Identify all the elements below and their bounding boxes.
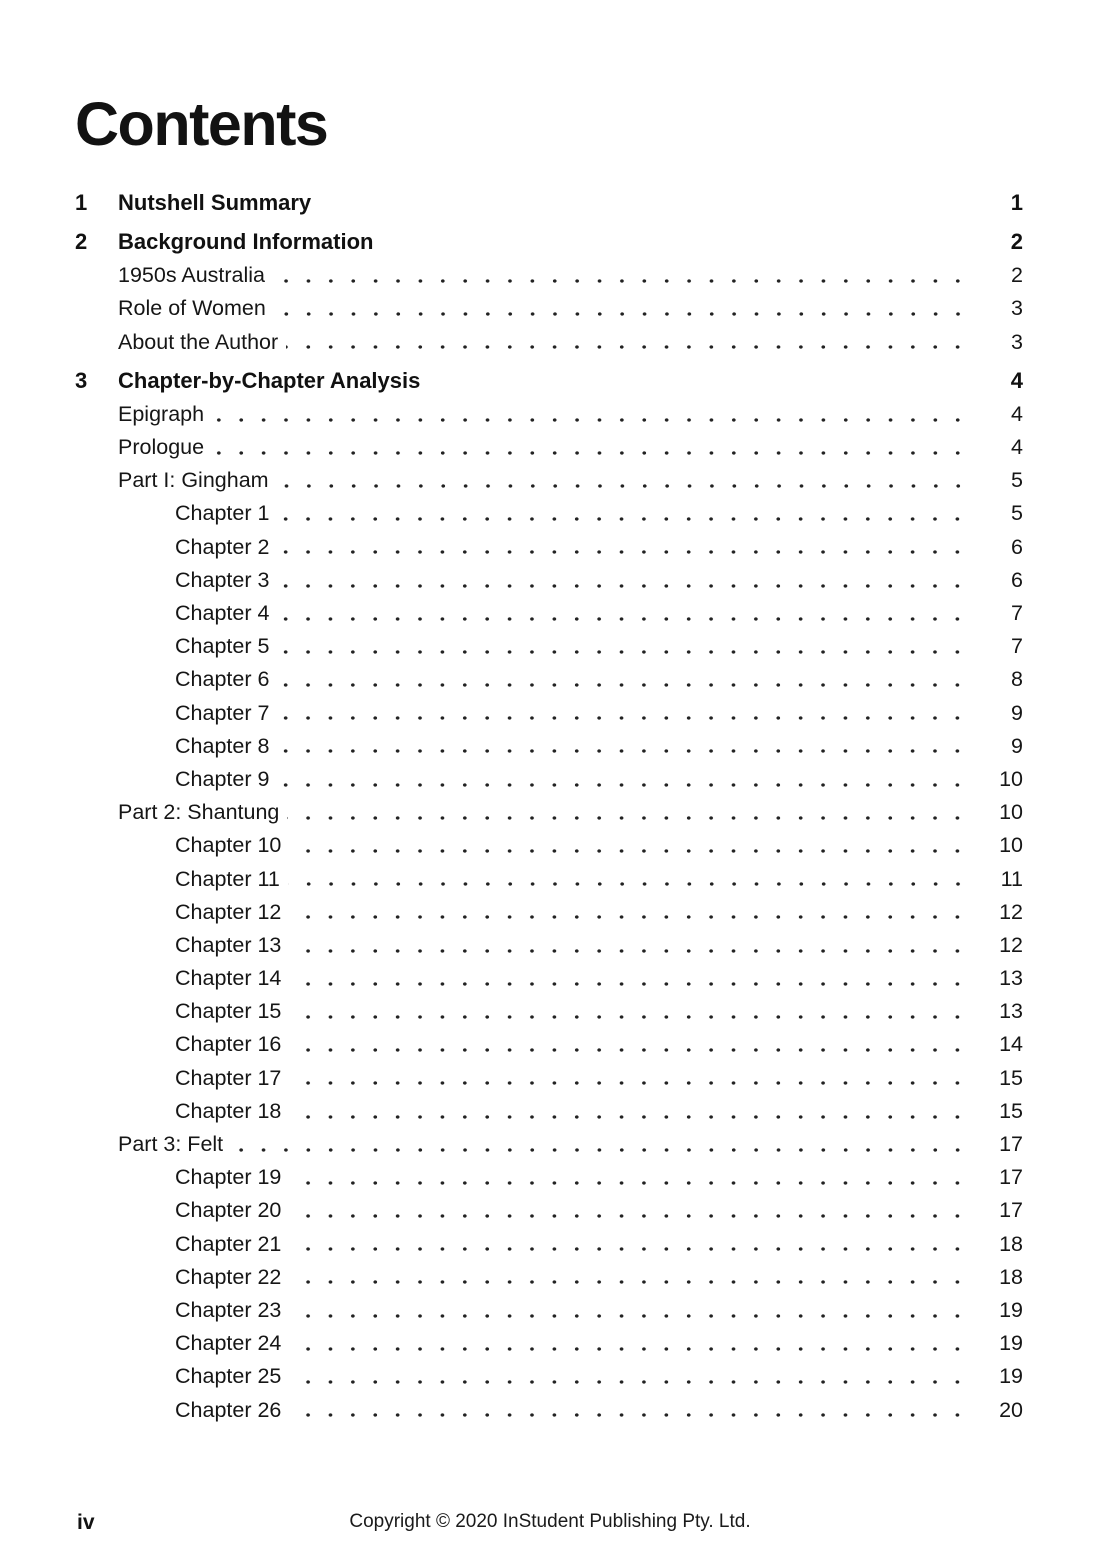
toc-entry-page: 6: [1011, 534, 1023, 559]
dot-leader: [277, 663, 970, 696]
toc-entry-label: Chapter 9: [175, 766, 270, 791]
dot-leader: [289, 1393, 970, 1426]
dot-leader: [289, 1261, 970, 1294]
dot-leader: [289, 1095, 970, 1128]
toc-entry: [75, 597, 1023, 630]
toc-entry-page: 20: [999, 1397, 1023, 1422]
toc-entry-page: 10: [999, 800, 1023, 825]
toc-entry-page: 6: [1011, 567, 1023, 592]
toc-entry-number: 2: [75, 229, 88, 255]
toc-entry-page: 17: [999, 1198, 1023, 1223]
toc-entry: [75, 1360, 1023, 1393]
dot-leader: [288, 862, 970, 895]
toc-entry-label: Chapter 16: [175, 1032, 282, 1057]
dot-leader: [212, 431, 970, 464]
dot-leader: [212, 398, 970, 431]
dot-leader: [289, 995, 970, 1028]
toc-entry-page: 5: [1011, 468, 1023, 493]
toc-entry: [75, 226, 1023, 259]
dot-leader: [274, 292, 970, 325]
dot-leader: [289, 1327, 970, 1360]
toc-entry: [75, 431, 1023, 464]
toc-entry-label: Chapter 17: [175, 1065, 282, 1090]
dot-leader: [289, 829, 970, 862]
toc-entry-page: 9: [1011, 700, 1023, 725]
toc-entry-page: 4: [1010, 368, 1023, 394]
toc-entry: [75, 1261, 1023, 1294]
toc-entry: [75, 531, 1023, 564]
toc-entry: [75, 325, 1023, 358]
contents-area: [75, 92, 1023, 1427]
table-of-contents: [75, 187, 1023, 1427]
toc-entry-label: 1950s Australia: [118, 263, 266, 288]
toc-entry-label: Chapter 24: [175, 1331, 282, 1356]
toc-entry: [75, 497, 1023, 530]
toc-entry-label: Chapter 12: [175, 899, 282, 924]
toc-entry-label: Chapter-by-Chapter Analysis: [118, 368, 421, 394]
toc-entry: [75, 259, 1023, 292]
dot-leader: [319, 187, 970, 220]
dot-leader: [289, 1360, 970, 1393]
dot-leader: [277, 597, 970, 630]
toc-entry-page: 5: [1011, 501, 1023, 526]
toc-entry-label: Chapter 8: [175, 733, 270, 758]
toc-entry: [75, 696, 1023, 729]
dot-leader: [289, 1028, 970, 1061]
toc-entry: [75, 1062, 1023, 1095]
toc-entry: [75, 995, 1023, 1028]
dot-leader: [428, 365, 970, 398]
toc-entry: [75, 1095, 1023, 1128]
toc-entry-page: 13: [999, 999, 1023, 1024]
toc-entry-label: Chapter 25: [175, 1364, 282, 1389]
toc-entry: [75, 187, 1023, 220]
toc-entry-label: Chapter 22: [175, 1264, 282, 1289]
toc-entry-page: 10: [999, 833, 1023, 858]
toc-entry-label: Chapter 10: [175, 833, 282, 858]
dot-leader: [273, 259, 970, 292]
toc-entry-label: Part 3: Felt: [118, 1132, 224, 1156]
toc-entry-page: 11: [1000, 866, 1023, 891]
toc-entry-label: Chapter 5: [175, 634, 270, 659]
toc-entry: [75, 929, 1023, 962]
dot-leader: [289, 896, 970, 929]
dot-leader: [277, 564, 970, 597]
toc-entry-page: 19: [999, 1331, 1023, 1356]
toc-entry: [75, 1128, 1023, 1161]
dot-leader: [277, 763, 970, 796]
toc-entry: [75, 962, 1023, 995]
toc-entry-label: Chapter 11: [175, 866, 280, 891]
toc-entry: [75, 464, 1023, 497]
toc-entry: [75, 896, 1023, 929]
toc-entry: [75, 1161, 1023, 1194]
toc-entry-page: 10: [999, 766, 1023, 791]
toc-entry-page: 19: [999, 1364, 1023, 1389]
toc-entry-label: Chapter 23: [175, 1297, 282, 1322]
toc-entry-page: 4: [1011, 435, 1023, 460]
toc-entry: [75, 730, 1023, 763]
dot-leader: [277, 464, 970, 497]
toc-entry-label: Chapter 21: [175, 1231, 282, 1256]
toc-entry-label: Background Information: [118, 229, 374, 255]
toc-entry-page: 8: [1011, 667, 1023, 692]
toc-entry-label: Prologue: [118, 435, 205, 460]
toc-entry-page: 7: [1011, 634, 1023, 659]
dot-leader: [289, 1161, 970, 1194]
dot-leader: [289, 962, 970, 995]
dot-leader: [289, 1194, 970, 1227]
toc-entry-label: Chapter 13: [175, 932, 282, 957]
toc-entry: [75, 1194, 1023, 1227]
toc-entry-page: 3: [1011, 329, 1023, 354]
copyright-text: Copyright © 2020 InStudent Publishing Pty. Ltd.: [349, 1511, 751, 1532]
toc-entry-label: Chapter 7: [175, 700, 270, 725]
toc-entry-label: Chapter 2: [175, 534, 270, 559]
toc-entry: [75, 564, 1023, 597]
toc-entry-page: 2: [1011, 263, 1023, 288]
toc-entry-page: 13: [999, 966, 1023, 991]
toc-entry-page: 17: [999, 1165, 1023, 1190]
toc-entry: [75, 829, 1023, 862]
toc-entry-label: Chapter 26: [175, 1397, 282, 1422]
dot-leader: [286, 325, 970, 358]
toc-entry-label: Chapter 4: [175, 601, 270, 625]
dot-leader: [277, 531, 970, 564]
dot-leader: [289, 1294, 970, 1327]
toc-entry: [75, 1393, 1023, 1426]
toc-entry-label: Part 2: Shantung: [118, 800, 280, 825]
toc-entry: [75, 1227, 1023, 1260]
toc-entry: [75, 398, 1023, 431]
toc-entry-page: 1: [1010, 190, 1023, 216]
dot-leader: [289, 929, 970, 962]
toc-entry-page: 19: [999, 1297, 1023, 1322]
dot-leader: [277, 497, 970, 530]
toc-entry-label: Chapter 1: [175, 501, 270, 526]
toc-entry-page: 17: [999, 1132, 1023, 1156]
dot-leader: [287, 796, 970, 829]
toc-entry-label: Chapter 3: [175, 567, 270, 592]
toc-entry-label: Part I: Gingham: [118, 468, 269, 493]
dot-leader: [277, 730, 970, 763]
toc-entry: [75, 763, 1023, 796]
toc-entry-page: 18: [999, 1264, 1023, 1289]
toc-entry-page: 15: [999, 1098, 1023, 1123]
toc-entry: [75, 862, 1023, 895]
dot-leader: [289, 1062, 970, 1095]
page-footer: [0, 1511, 1100, 1537]
page-title: Contents: [75, 90, 328, 158]
toc-entry-page: 2: [1010, 229, 1023, 255]
toc-entry: [75, 630, 1023, 663]
toc-entry-label: Role of Women: [118, 296, 266, 321]
dot-leader: [289, 1227, 970, 1260]
toc-entry-page: 18: [999, 1231, 1023, 1256]
toc-entry: [75, 365, 1023, 398]
toc-entry-number: 3: [75, 368, 88, 394]
toc-entry: [75, 663, 1023, 696]
toc-entry: [75, 1327, 1023, 1360]
dot-leader: [381, 226, 970, 259]
toc-entry-label: Chapter 14: [175, 966, 282, 991]
toc-entry-page: 3: [1011, 296, 1023, 321]
toc-entry-label: About the Author: [118, 329, 279, 354]
toc-entry-page: 9: [1011, 733, 1023, 758]
toc-entry-page: 15: [999, 1065, 1023, 1090]
toc-entry: [75, 1294, 1023, 1327]
toc-entry-label: Nutshell Summary: [118, 190, 312, 216]
toc-entry: [75, 1028, 1023, 1061]
toc-entry-label: Epigraph: [118, 401, 205, 426]
toc-entry-page: 4: [1011, 401, 1023, 426]
toc-entry: [75, 292, 1023, 325]
toc-entry-label: Chapter 19: [175, 1165, 282, 1190]
toc-entry-page: 12: [999, 932, 1023, 957]
dot-leader: [277, 630, 970, 663]
dot-leader: [231, 1128, 970, 1161]
folio-page-number: iv: [77, 1511, 95, 1534]
toc-entry-page: 7: [1011, 601, 1023, 625]
toc-entry-label: Chapter 20: [175, 1198, 282, 1223]
toc-entry: [75, 796, 1023, 829]
toc-entry-label: Chapter 18: [175, 1098, 282, 1123]
toc-entry-label: Chapter 6: [175, 667, 270, 692]
toc-entry-page: 12: [999, 899, 1023, 924]
toc-entry-label: Chapter 15: [175, 999, 282, 1024]
toc-entry-number: 1: [75, 190, 88, 216]
toc-entry-page: 14: [999, 1032, 1023, 1057]
dot-leader: [277, 696, 970, 729]
